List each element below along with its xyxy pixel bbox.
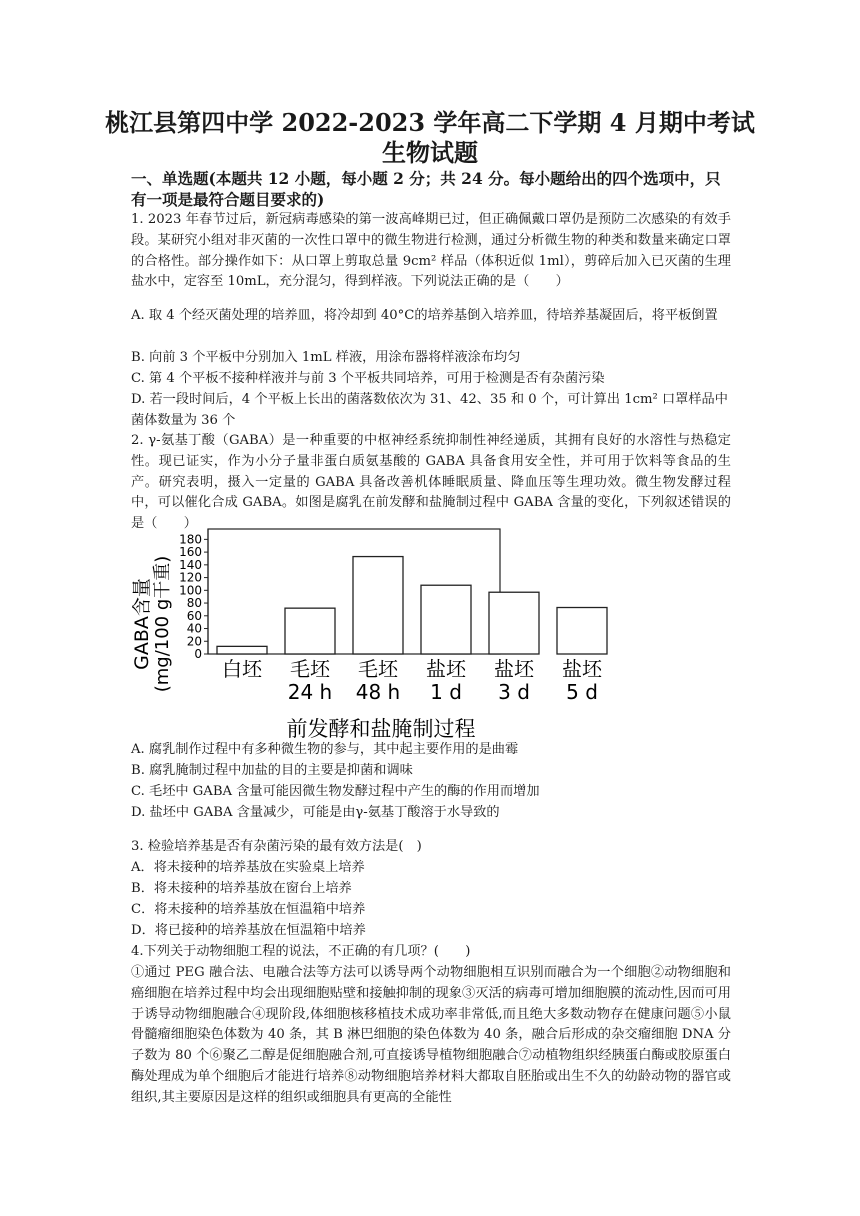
gaba-bar-chart bbox=[126, 524, 602, 744]
question-3-option-d: D．将已接种的培养基放在恒温箱中培养 bbox=[131, 923, 366, 938]
exam-title: 桃江县第四中学 2022-2023 学年高二下学期 4 月期中考试 bbox=[105, 108, 755, 137]
chart-x-tick-label: 盐坯 bbox=[562, 657, 602, 681]
question-4-body: ①通过 PEG 融合法、电融合法等方法可以诱导两个动物细胞相互识别而融合为一个细胞②动物细胞和癌细胞在培养过程中均会出现细胞贴壁和接触抑制的现象③灭活的病毒可增加细胞膜的流动性,因而可用于诱导动物细胞融合④现阶段,体细胞核移植技术成功率非常低,而且绝大多数动物存在健康问题⑤小鼠骨髓瘤细胞染色体数为 40 条，其 B 淋巴细胞的染色体数为 40 条，融合后形成的杂交瘤细胞 DNA 分子数为 80 个⑥聚乙二醇是促细胞融合剂,可直接诱导植物细胞融合⑦动植物组织经胰蛋白酶或胶原蛋白酶处理成为单个细胞后才能进行培养⑧动物细胞培养材料大都取自胚胎或出生不久的幼龄动物的器官或组织,其主要原因是这样的组织或细胞具有更高的全能性 bbox=[131, 965, 731, 1105]
question-1-option-a: A. 取 4 个经灭菌处理的培养皿，将冷却到 40°C的培养基倒入培养皿，待培养基凝固后，将平板倒置 bbox=[131, 308, 718, 323]
question-1-option-d: D. 若一段时间后，4 个平板上长出的菌落数依次为 31、42、35 和 0 个，可计算出 1cm² 口罩样品中菌体数量为 36 个 bbox=[131, 392, 728, 428]
chart-y-tick-label: 40 bbox=[186, 621, 202, 636]
section-heading: 一、单选题(本题共 12 小题，每小题 2 分；共 24 分。每小题给出的四个选项中，只有一项是最符合题目要求的) bbox=[131, 169, 721, 209]
question-3-stem: 3. 检验培养基是否有杂菌污染的最有效方法是( ) bbox=[131, 839, 422, 854]
question-2-option-a: A. 腐乳制作过程中有多种微生物的参与，其中起主要作用的是曲霉 bbox=[131, 742, 519, 757]
question-2-option-b: B. 腐乳腌制过程中加盐的目的主要是抑菌和调味 bbox=[131, 763, 413, 778]
chart-bar bbox=[285, 608, 335, 654]
question-4-stem: 4.下列关于动物细胞工程的说法，不正确的有几项？( ) bbox=[131, 944, 471, 959]
question-2-option-d: D. 盐坯中 GABA 含量减少，可能是由γ-氨基丁酸溶于水导致的 bbox=[131, 805, 500, 820]
chart-y-tick-label: 160 bbox=[179, 545, 202, 560]
chart-y-tick-label: 120 bbox=[179, 570, 202, 585]
chart-x-tick-label: 毛坯 bbox=[290, 657, 330, 681]
chart-x-tick-label: 5 d bbox=[566, 680, 598, 704]
question-2-option-c: C. 毛坯中 GABA 含量可能因微生物发酵过程中产生的酶的作用而增加 bbox=[131, 784, 540, 799]
chart-x-tick-label: 1 d bbox=[430, 680, 462, 704]
question-1-option-b: B. 向前 3 个平板中分别加入 1mL 样液，用涂布器将样液涂布均匀 bbox=[131, 350, 521, 365]
chart-x-tick-label: 盐坯 bbox=[494, 657, 534, 681]
question-3-option-b: B．将未接种的培养基放在窗台上培养 bbox=[131, 881, 352, 896]
chart-bar bbox=[489, 592, 539, 654]
chart-bar bbox=[557, 608, 607, 654]
chart-x-tick-label: 盐坯 bbox=[426, 657, 466, 681]
chart-ylabel-line2: (mg/100 g干重) bbox=[152, 555, 173, 693]
chart-y-tick-label: 60 bbox=[186, 608, 202, 623]
chart-x-tick-label: 3 d bbox=[498, 680, 530, 704]
chart-bar bbox=[353, 557, 403, 654]
chart-xlabel: 前发酵和盐腌制过程 bbox=[286, 717, 476, 741]
chart-bar bbox=[421, 585, 471, 654]
chart-x-tick-label: 48 h bbox=[355, 680, 401, 704]
exam-subject: 生物试题 bbox=[382, 138, 478, 167]
question-1-option-c: C. 第 4 个平板不接种样液并与前 3 个平板共同培养，可用于检测是否有杂菌污染 bbox=[131, 371, 605, 386]
chart-x-labels bbox=[222, 657, 603, 704]
question-1-stem: 1. 2023 年春节过后，新冠病毒感染的第一波高峰期已过，但正确佩戴口罩仍是预防二次感染的有效手段。某研究小组对非灭菌的一次性口罩中的微生物进行检测，通过分析微生物的种类和数量来确定口罩的合格性。部分操作如下：从口罩上剪取总量 9cm² 样品（体积近似 1ml），剪碎后加入已灭菌的生理盐水中，定容至 10mL，充分混匀，得到样液。下列说法正确的是（ ） bbox=[131, 212, 731, 290]
chart-bars bbox=[217, 557, 607, 654]
chart-x-tick-label: 毛坯 bbox=[358, 657, 398, 681]
chart-x-tick-label: 白坯 bbox=[222, 657, 262, 681]
question-2-stem: 2. γ-氨基丁酸（GABA）是一种重要的中枢神经系统抑制性神经递质，其拥有良好的水溶性与热稳定性。现已证实，作为小分子量非蛋白质氨基酸的 GABA 具备食用安全性，并可用于饮料等食品的生产。研究表明，摄入一定量的 GABA 具备改善机体睡眠质量、降血压等生理功效。微生物发酵过程中，可以催化合成 GABA。如图是腐乳在前发酵和盐腌制过程中 GABA 含量的变化，下列叙述错误的是（ ） bbox=[131, 433, 731, 532]
chart-y-tick-label: 100 bbox=[179, 583, 202, 598]
chart-y-tick-label: 80 bbox=[186, 596, 202, 611]
chart-bar bbox=[217, 646, 267, 654]
chart-x-tick-label: 24 h bbox=[287, 680, 333, 704]
chart-y-tick-label: 0 bbox=[194, 647, 202, 661]
chart-ylabel-line1: GABA含量 bbox=[131, 578, 153, 670]
question-3-option-c: C．将未接种的培养基放在恒温箱中培养 bbox=[131, 902, 366, 917]
question-3-option-a: A．将未接种的培养基放在实验桌上培养 bbox=[131, 860, 365, 875]
chart-y-tick-label: 140 bbox=[179, 557, 202, 572]
chart-y-tick-label: 20 bbox=[186, 634, 202, 649]
chart-y-tick-label: 180 bbox=[179, 532, 202, 547]
